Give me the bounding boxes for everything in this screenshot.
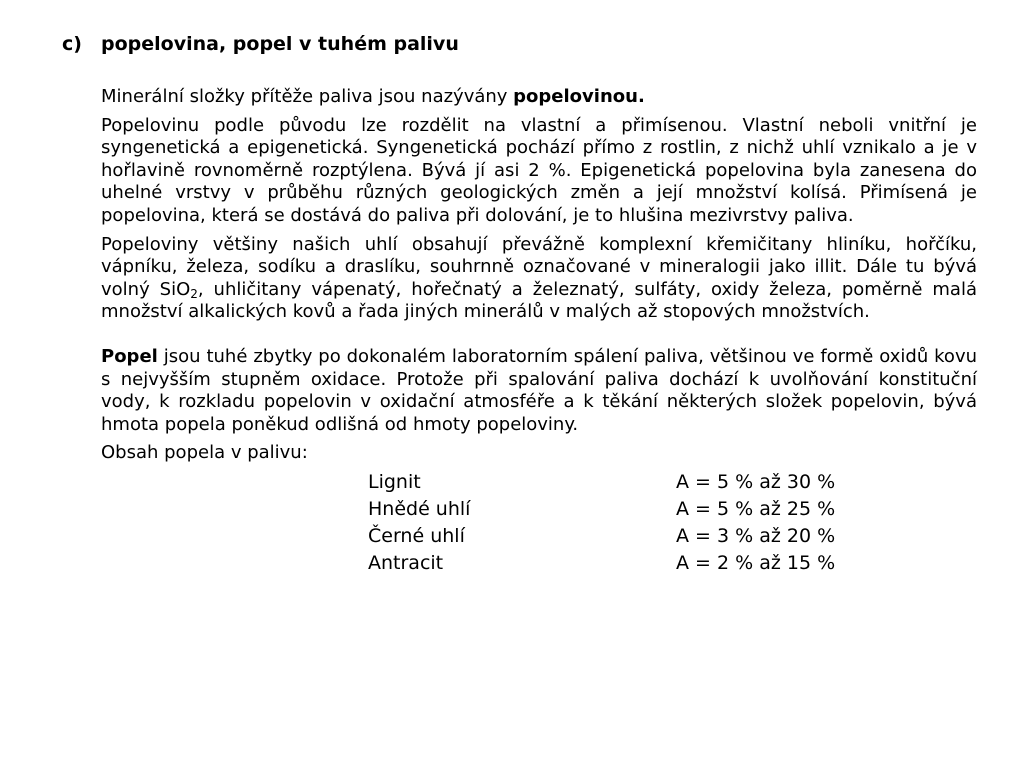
paragraph-definition bbox=[101, 86, 977, 109]
paragraph-definition-text: Minerální složky přítěže paliva jsou nazývány bbox=[101, 86, 514, 107]
table-row bbox=[368, 469, 835, 496]
table-row bbox=[368, 523, 835, 550]
ash-range: A = 5 % až 25 % bbox=[676, 498, 836, 521]
subscript-2: 2 bbox=[190, 286, 198, 301]
fuel-name: Černé uhlí bbox=[368, 525, 465, 548]
table-row bbox=[368, 550, 835, 577]
paragraph-ash bbox=[101, 346, 977, 436]
term-popel: Popel bbox=[101, 345, 158, 367]
ash-range: A = 3 % až 20 % bbox=[676, 525, 836, 548]
fuel-name: Lignit bbox=[368, 471, 421, 494]
fuel-name: Antracit bbox=[368, 552, 444, 575]
ash-range: A = 5 % až 30 % bbox=[676, 471, 836, 494]
section-title: popelovina, popel v tuhém palivu bbox=[101, 33, 459, 55]
paragraph-ash-content-intro: Obsah popela v palivu: bbox=[101, 442, 308, 464]
list-marker: c) bbox=[62, 33, 82, 55]
paragraph-composition bbox=[101, 234, 977, 324]
table-row bbox=[368, 496, 835, 523]
paragraph-composition-text-end: , uhličitany vápenatý, hořečnatý a železnatý, sulfáty, oxidy železa, poměrně malá množství alkalických kovů a řada jiných minerálů v malých až stopových množstvích. bbox=[101, 278, 977, 323]
ash-range: A = 2 % až 15 % bbox=[676, 552, 836, 575]
paragraph-origin: Popelovinu podle původu lze rozdělit na vlastní a přimísenou. Vlastní neboli vnitřní je syngenetická a epigenetická. Syngenetická pochází přímo z rostlin, z nichž uhlí vznikalo a je v hořlavině rovnoměrně rozptýlena. Bývá jí asi 2 %. Epigenetická popelovina byla zanesena do uhelné vrstvy v průběhu různých geologických změn a její množství kolísá. Přimísená je popelovina, která se dostává do paliva při dolování, je to hlušina mezivrstvy paliva. bbox=[101, 114, 977, 226]
section-heading bbox=[62, 32, 459, 56]
paragraph-ash-text: jsou tuhé zbytky po dokonalém laboratorním spálení paliva, většinou ve formě oxidů kovu s nejvyšším stupněm oxidace. Protože při spalování paliva dochází k uvolňování konstituční vody, k rozkladu popelovin v oxidační atmosféře a k těkání některých složek popelovin, bývá hmota popela poněkud odlišná od hmoty popeloviny. bbox=[101, 345, 977, 435]
fuel-name: Hnědé uhlí bbox=[368, 498, 471, 521]
ash-content-table bbox=[368, 469, 835, 577]
term-popelovina: popelovinou. bbox=[513, 86, 645, 107]
document-body bbox=[101, 86, 977, 577]
paragraph-composition-text-start: Popeloviny většiny našich uhlí obsahují převážně komplexní křemičitany hliníku, hořčíku, vápníku, železa, sodíku a draslíku, souhrnně označované v mineralogii jako illit. Dále tu bývá volný SiO bbox=[101, 233, 977, 300]
